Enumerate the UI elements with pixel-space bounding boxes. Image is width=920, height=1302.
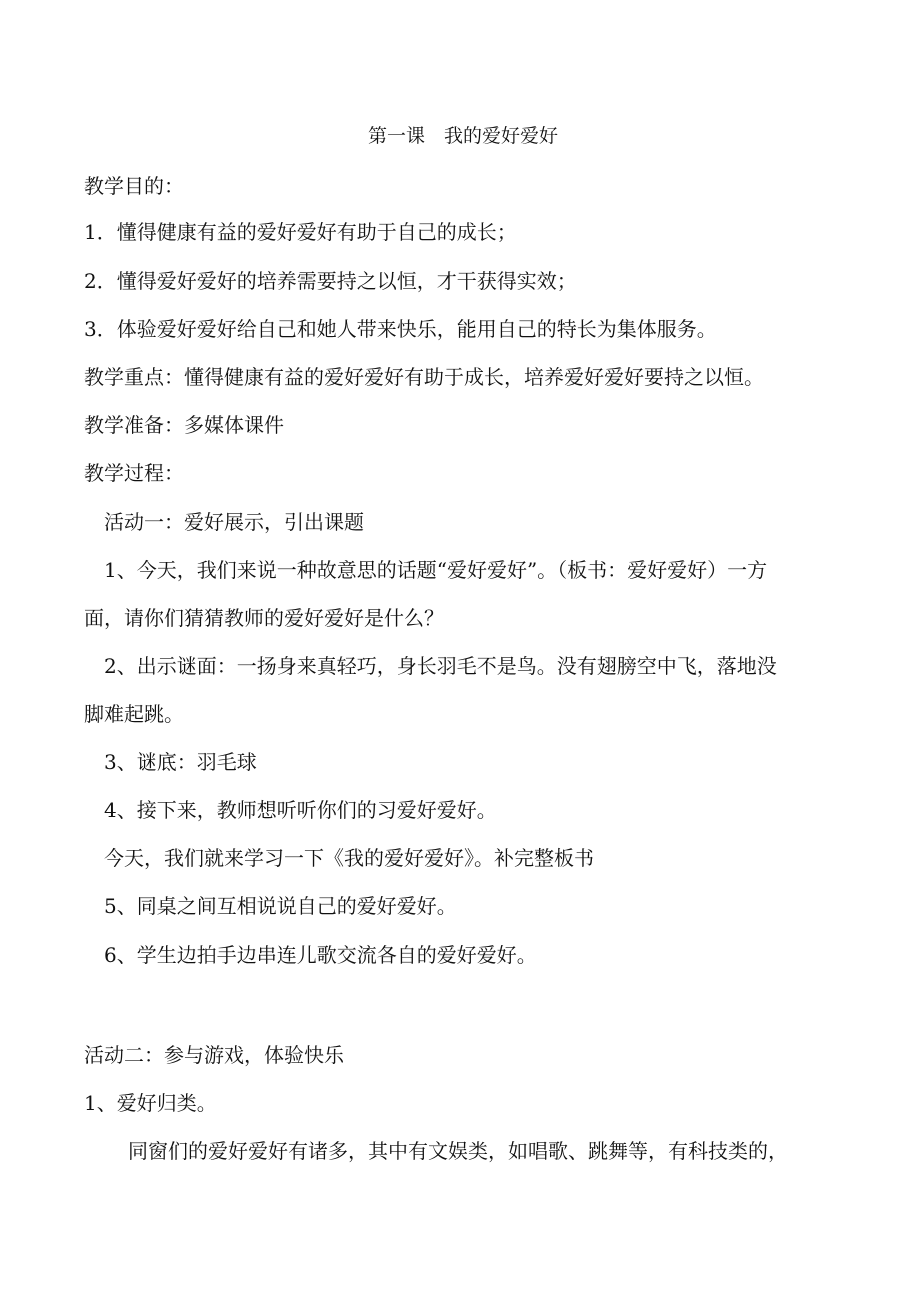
activity1-heading: 活动一：爱好展示，引出课题 <box>104 510 364 534</box>
lesson-title: 第一课 我的爱好爱好 <box>367 125 558 147</box>
objectives-heading: 教学目的： <box>84 174 184 198</box>
activity1-step: 6、学生边拍手边串连儿歌交流各自的爱好爱好。 <box>104 943 537 967</box>
objective-item: 1．懂得健康有益的爱好爱好有助于自己的成长； <box>84 220 517 244</box>
activity1-step-continued: 脚难起跳。 <box>84 702 184 726</box>
objective-item: 3．体验爱好爱好给自己和她人带来快乐，能用自己的特长为集体服务。 <box>84 317 717 341</box>
activity1-step: 5、同桌之间互相说说自己的爱好爱好。 <box>104 894 457 918</box>
activity2-heading: 活动二：参与游戏，体验快乐 <box>84 1043 344 1067</box>
activity1-note: 今天，我们就来学习一下《我的爱好爱好》。补完整板书 <box>104 846 594 870</box>
activity1-step: 1、今天，我们来说一种故意思的话题“爱好爱好”。（板书：爱好爱好）一方 <box>104 558 768 582</box>
objective-item: 2．懂得爱好爱好的培养需要持之以恒，才干获得实效； <box>84 269 577 293</box>
key-points: 教学重点：懂得健康有益的爱好爱好有助于成长，培养爱好爱好要持之以恒。 <box>84 365 764 389</box>
activity2-paragraph: 同窗们的爱好爱好有诸多，其中有文娱类，如唱歌、跳舞等，有科技类的， <box>128 1139 788 1163</box>
activity1-step-continued: 面，请你们猜猜教师的爱好爱好是什么？ <box>84 606 444 630</box>
process-heading: 教学过程： <box>84 461 184 485</box>
activity2-step: 1、爱好归类。 <box>84 1091 217 1115</box>
activity1-step: 4、接下来，教师想听听你们的习爱好爱好。 <box>104 798 497 822</box>
preparation: 教学准备：多媒体课件 <box>84 413 284 437</box>
activity1-step: 2、出示谜面：一扬身来真轻巧，身长羽毛不是鸟。没有翅膀空中飞，落地没 <box>104 654 777 678</box>
activity1-step: 3、谜底：羽毛球 <box>104 750 257 774</box>
